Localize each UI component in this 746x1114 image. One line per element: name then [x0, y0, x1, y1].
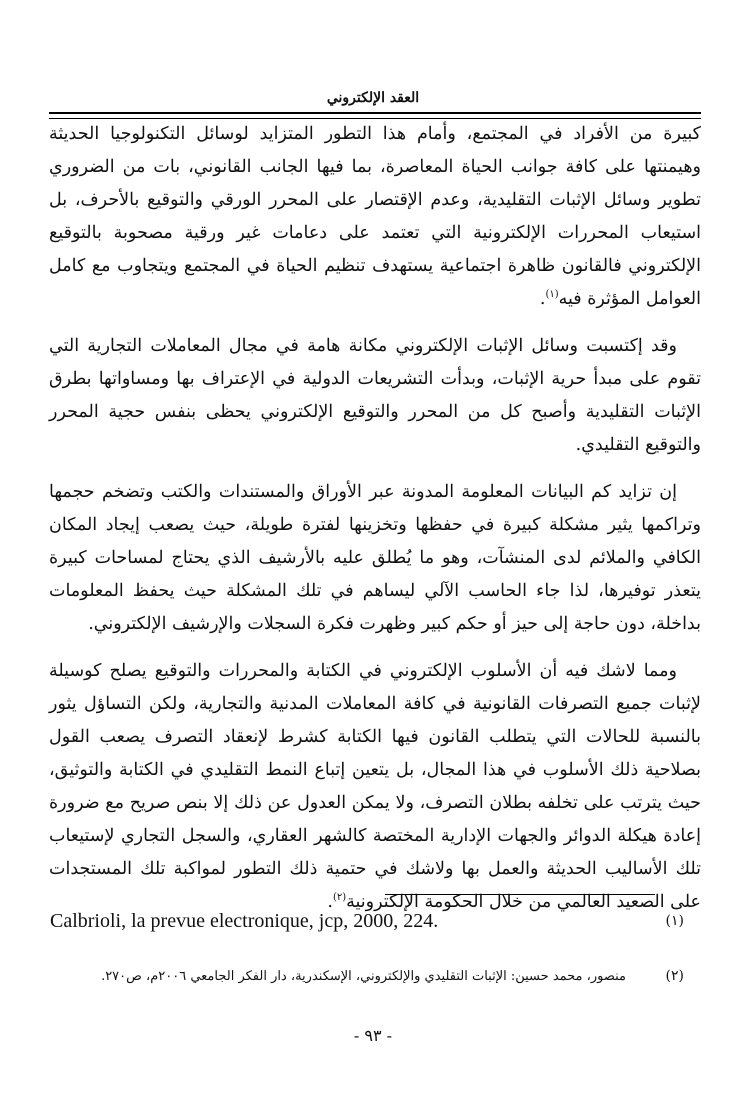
footnote-separator	[385, 894, 655, 895]
paragraph-4-tail: .	[327, 892, 333, 912]
footnote-ref-1: (١)	[545, 289, 559, 301]
paragraph-2: وقد إكتسبت وسائل الإثبات الإلكتروني مكانة هامة في مجال المعاملات التجارية التي تقوم على مبدأ حرية الإثبات، وبدأت التشريعات الدولية في الإعتراف بها ومساواتها بطرق الإثبات التقليدية وأصبح كل من المحرر والتوقيع الإلكتروني يحظى بنفس حجية المحرر والتوقيع التقليدي.	[49, 336, 701, 455]
running-header-title: العقد الإلكتروني	[326, 90, 420, 106]
header-rule-thick	[49, 112, 701, 114]
body-text	[49, 118, 701, 933]
paragraph-1-tail: .	[539, 289, 546, 309]
paragraph-4-text: ومما لاشك فيه أن الأسلوب الإلكتروني في الكتابة والمحررات والتوقيع يصلح كوسيلة لإثبات جميع التصرفات القانونية في كافة المعاملات المدنية والتجارية، ولكن التساؤل يثور بالنسبة للحالات التي يتطلب القانون فيها الكتابة كشرط لإنعقاد التصرف يصعب القول بصلاحية ذلك الأسلوب في هذا المجال، بل يتعين إتباع النمط التقليدي في الكتابة والتوثيق، حيث يترتب على تخلفه بطلان التصرف، ولا يمكن العدول عن ذلك إلا بنص صريح مع ضرورة إعادة هيكلة الدوائر والجهات الإدارية المختصة كالشهر العقاري، والسجل التجاري لإستيعاب تلك الأساليب الحديثة والعمل بها ولاشك في حتمية ذلك التطور لمواكبة تلك المستجدات على الصعيد العالمي من خلال الحكومة الإلكترونية	[49, 661, 701, 912]
footnote-1-number: (١)	[665, 913, 684, 929]
paragraph-1	[49, 118, 701, 316]
page-number: - ٩٣ -	[353, 1026, 393, 1045]
footnote-ref-2: (٢)	[332, 892, 347, 904]
footnote-2-text: منصور، محمد حسين: الإثبات التقليدي والإلكتروني، الإسكندرية، دار الفكر الجامعي ٢٠٠٦م، ص٢٧٠.	[101, 969, 626, 984]
paragraph-4	[49, 655, 701, 919]
paragraph-1-text: كبيرة من الأفراد في المجتمع، وأمام هذا التطور المتزايد لوسائل التكنولوجيا الحديثة وهيمنتها على كافة جوانب الحياة المعاصرة، بما فيها الجانب القانوني، بات من الضروري تطوير وسائل الإثبات التقليدية، وعدم الإقتصار على المحرر الورقي والتوقيع بالأحرف، بل استيعاب المحررات الإلكترونية التي تعتمد على دعامات غير ورقية مصحوبة بالتوقيع الإلكتروني فالقانون ظاهرة اجتماعية يستهدف تنظيم الحياة في المجتمع ويتجاوب مع كامل العوامل المؤثرة فيه	[49, 124, 701, 309]
paragraph-3: إن تزايد كم البيانات المعلومة المدونة عبر الأوراق والمستندات والكتب وتضخم حجمها وتراكمها يثير مشكلة كبيرة في حفظها وتخزينها لفترة طويلة، حيث يصعب إيجاد المكان الكافي والملائم لدى المنشآت، وهو ما يُطلق عليه بالأرشيف الذي يحتاج لمساحات كبيرة يتعذر توفيرها، لذا جاء الحاسب الآلي ليساهم في تلك المشكلة حيث يحفظ المعلومات بداخلة، دون حاجة إلى حيز أو حكم كبير وظهرت فكرة السجلات والإرشيف الإلكتروني.	[49, 482, 701, 634]
footnote-2-number: (٢)	[665, 968, 684, 984]
footnote-1-text: Calbrioli, la prevue electronique, jcp, 2000, 224.	[50, 910, 439, 932]
